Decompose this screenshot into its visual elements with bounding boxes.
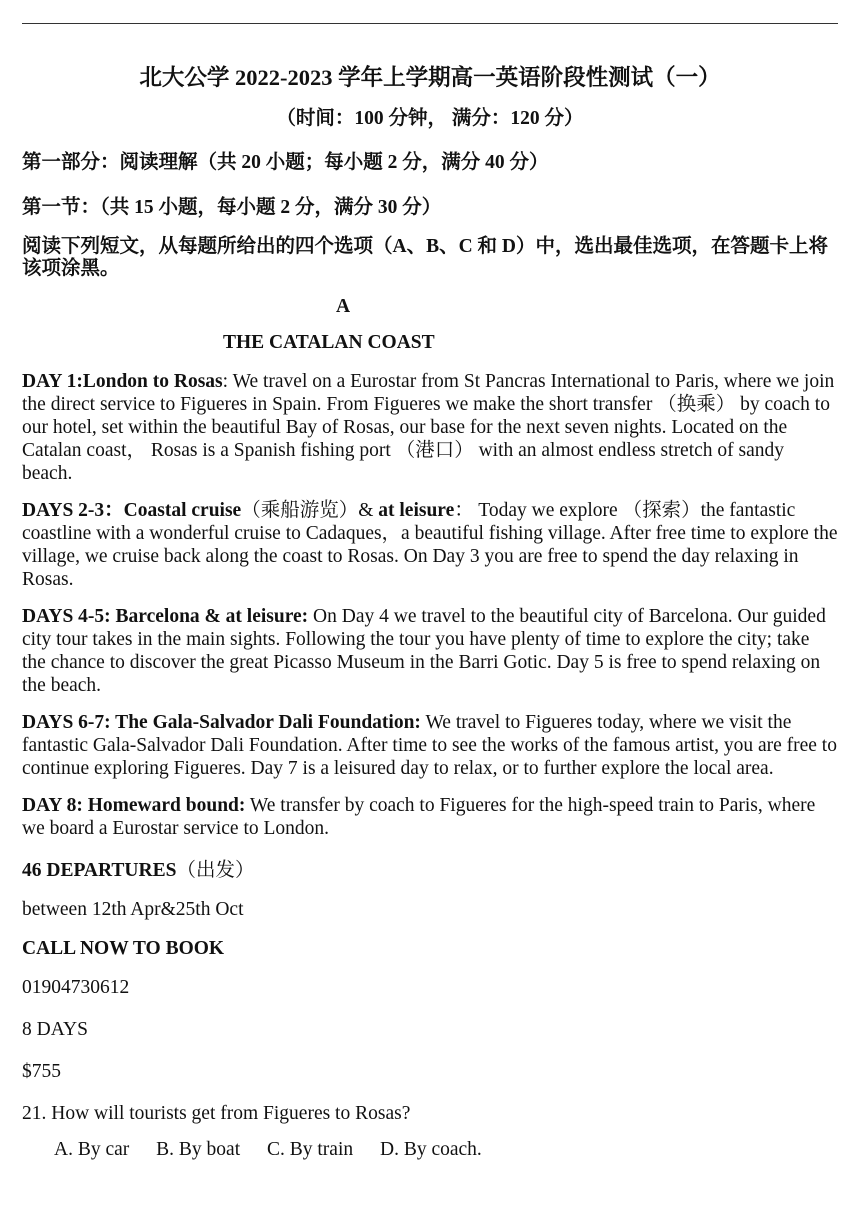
days-4-5-body: On Day 4 we travel to the beautiful city of Barcelona. Our guided city tour takes in the main sights. Following the tour you have plenty of time to explore the city; take the chance to discover the great Picasso Museum in the Barri Gotic. Day 5 is free to spend relaxing on the beach. bbox=[22, 606, 826, 696]
section-heading: 第一节：（共 15 小题，每小题 2 分，满分 30 分） bbox=[22, 197, 442, 218]
departure-dates: between 12th Apr&25th Oct bbox=[22, 899, 244, 920]
day-8-body: We transfer by coach to Figueres for the high-speed train to Paris, where we board a Eurostar service to London. bbox=[22, 795, 816, 839]
option-b: B. By boat bbox=[156, 1139, 241, 1160]
call-to-book: CALL NOW TO BOOK bbox=[22, 938, 225, 959]
day-1-heading: DAY 1:London to Rosas bbox=[22, 371, 223, 392]
option-a: A. By car bbox=[54, 1139, 130, 1160]
tour-duration: 8 DAYS bbox=[22, 1019, 88, 1040]
question-21-stem: 21. How will tourists get from Figueres to Rosas? bbox=[22, 1103, 411, 1124]
days-2-3-heading2: at leisure bbox=[378, 500, 455, 521]
days-2-3-body: ： Today we explore （探索）the fantastic coastline with a wonderful cruise to Cadaques，a beautiful fishing village. After free time to explore the village, we cruise back along the coast to Rosas. On Day 3 you are free to spend the day relaxing in Rosas. bbox=[22, 500, 838, 590]
departures-note: （出发） bbox=[176, 860, 255, 881]
option-d: D. By coach. bbox=[380, 1139, 482, 1160]
days-2-3-heading: DAYS 2-3：Coastal cruise bbox=[22, 500, 242, 521]
days-6-7-body: We travel to Figueres today, where we visit the fantastic Gala-Salvador Dali Foundation. After time to see the works of the famous artist, you are free to continue exploring Figueres. Day 7 is a leisured day to relax, or to further explore the local area. bbox=[22, 712, 837, 779]
day-1-body: : We travel on a Eurostar from St Pancras International to Paris, where we join the direct service to Figueres in Spain. From Figueres we make the short transfer （换乘） by coach to our hotel, set within the beautiful Bay of Rosas, our base for the next seven nights. Located on the Catalan coast， Rosas is a Spanish fishing port （港口） with an almost endless stretch of sandy beach. bbox=[22, 371, 835, 484]
exam-page bbox=[22, 60, 838, 1161]
days-2-3-paragraph bbox=[22, 499, 838, 591]
phone-number: 01904730612 bbox=[22, 977, 130, 998]
top-rule bbox=[22, 23, 838, 24]
day-8-paragraph bbox=[22, 794, 838, 840]
days-4-5-paragraph bbox=[22, 605, 838, 697]
departures-label: 46 DEPARTURES bbox=[22, 860, 177, 881]
days-6-7-paragraph bbox=[22, 711, 838, 780]
passage-title: THE CATALAN COAST bbox=[223, 332, 435, 353]
instructions: 阅读下列短文，从每题所给出的四个选项（A、B、C 和 D）中，选出最佳选项，在答题卡上将该项涂黑。 bbox=[22, 236, 829, 279]
part-heading: 第一部分：阅读理解（共 20 小题；每小题 2 分，满分 40 分） bbox=[22, 152, 549, 173]
days-6-7-heading: DAYS 6-7: The Gala-Salvador Dali Foundation: bbox=[22, 712, 421, 733]
day-1-paragraph bbox=[22, 370, 838, 485]
exam-title: 北大公学 2022-2023 学年上学期高一英语阶段性测试（一） bbox=[139, 65, 721, 90]
days-2-3-heading-note: （乘船游览）& bbox=[241, 500, 374, 521]
question-21-options bbox=[22, 1139, 838, 1161]
departures-line bbox=[22, 854, 838, 882]
days-4-5-heading: DAYS 4-5: Barcelona & at leisure: bbox=[22, 606, 309, 627]
option-c: C. By train bbox=[267, 1139, 354, 1160]
exam-subtitle: （时间：100 分钟， 满分：120 分） bbox=[276, 108, 584, 129]
tour-price: $755 bbox=[22, 1061, 61, 1082]
passage-letter: A bbox=[336, 296, 351, 317]
day-8-heading: DAY 8: Homeward bound: bbox=[22, 795, 246, 816]
